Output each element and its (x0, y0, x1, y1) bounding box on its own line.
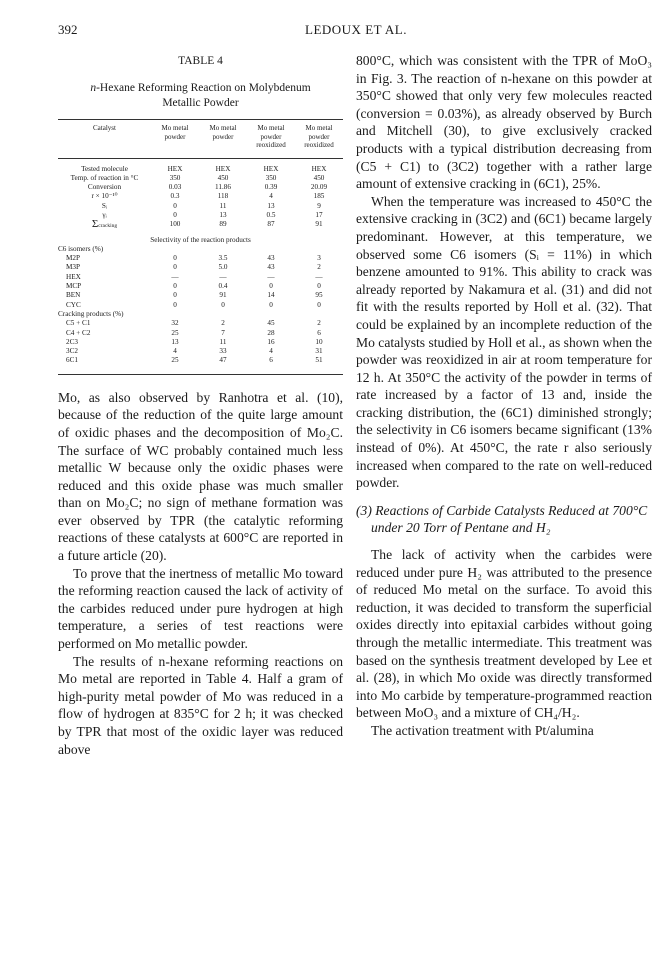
table-cell: 450 (217, 173, 229, 182)
table-cell: 118 (217, 192, 229, 201)
left-paragraph-1: Mo, as also observed by Ranhotra et al. (10), because of the reduction of the quite large amount of oxidic phases and the decomposition of Mo₂C. The surface of WC probably contained much less metallic W because only the oxidic phases were reduced and this oxide phase was much smaller than on Mo₂C; no sign of methane formation was ever observed by TPR (the catalytic reforming reactions of these catalysts at 600°C are reported in a future article (20). (58, 389, 343, 564)
table-cell: 91 (315, 220, 323, 229)
table-cell: 9 (317, 201, 321, 210)
table-cell: 6 (269, 356, 273, 365)
table-cell: 51 (315, 356, 323, 365)
left-column (58, 54, 343, 758)
table-cell: 350 (265, 173, 277, 182)
isomers-group-label: C6 isomers (%) (58, 244, 104, 253)
row-label: CYC (66, 300, 81, 309)
table-cell: 91 (219, 291, 227, 300)
table-cell: 185 (313, 192, 325, 201)
left-paragraph-3: The results of n-hexane reforming reactions on Mo metal are reported in Table 4. Half a gram of high-purity metal powder of Mo was reduced in a flow of hydrogen at 835°C for 2 h; it was checked by TPR that most of the oxidic layer was reduced above (58, 653, 343, 757)
table-cell: 13 (219, 210, 227, 219)
row-label: HEX (66, 272, 81, 281)
row-label: M3P (66, 263, 80, 272)
table-row (58, 211, 343, 220)
table-cell: 0 (221, 300, 225, 309)
row-label: C4 + C2 (66, 328, 91, 337)
column-header: Mo metal powder reoxidized (256, 124, 286, 149)
left-paragraph-2: To prove that the inertness of metallic Mo toward the reforming reaction caused the lack of activity of the carbides reduced under pure hydrogen at high temperature, a series of test reactions were performed on Mo metallic powder. (58, 565, 343, 652)
table-cell: HEX (311, 164, 327, 173)
table-cell: 0 (173, 263, 177, 272)
table-row (58, 202, 343, 211)
table-row (58, 282, 343, 291)
table-row (58, 165, 343, 174)
table-cell: — (219, 272, 227, 281)
table-cell: 4 (269, 192, 273, 201)
table-cell: 0 (173, 291, 177, 300)
table-cell: 33 (219, 347, 227, 356)
table-cell: 0.3 (170, 192, 180, 201)
table-label: TABLE 4 (178, 55, 223, 67)
table-cell: 2 (317, 263, 321, 272)
table-cell: 89 (219, 220, 227, 229)
table-cell: 0 (173, 210, 177, 219)
table-cell: 0 (317, 300, 321, 309)
table-row (58, 254, 343, 263)
table-cell: 0.39 (264, 183, 278, 192)
table-cell: 2 (221, 319, 225, 328)
table-cell: 17 (315, 210, 323, 219)
table-cell: 2 (317, 319, 321, 328)
table-cell: — (315, 272, 323, 281)
table-row (58, 319, 343, 328)
table-cell: 10 (315, 337, 323, 346)
table-row (58, 174, 343, 183)
table-cell: 20.09 (310, 183, 328, 192)
table-row (58, 273, 343, 282)
row-label: 3C2 (66, 347, 78, 356)
table-row (58, 347, 343, 356)
table-cell: — (267, 272, 275, 281)
table-cell: 14 (267, 291, 275, 300)
table-cell: 0 (173, 254, 177, 263)
catalyst-label: Catalyst (93, 124, 116, 132)
table-column-headers (58, 120, 343, 150)
table-row (58, 356, 343, 365)
column-header: Mo metal powder (161, 124, 189, 141)
cracking-group-label: Cracking products (%) (58, 309, 124, 318)
table-title-line2: Metallic Powder (162, 97, 239, 109)
row-label: γᵢ (102, 210, 107, 219)
row-label: BEN (66, 291, 81, 300)
table-cell: HEX (167, 164, 183, 173)
table-row (58, 329, 343, 338)
table-row (58, 301, 343, 310)
table-title (58, 81, 343, 96)
table-cell: 450 (313, 173, 325, 182)
table-cell: 32 (171, 319, 179, 328)
table-cell: HEX (215, 164, 231, 173)
table-cell: 25 (171, 356, 179, 365)
table-title-italic: n (90, 82, 97, 94)
table-cell: 0 (173, 300, 177, 309)
column-header: Mo metal powder reoxidized (304, 124, 334, 149)
column-header: Mo metal powder (209, 124, 237, 141)
table-cell: 100 (169, 220, 181, 229)
table-cell: 11.86 (215, 183, 231, 192)
table-cell: 13 (267, 201, 275, 210)
row-label: 2C3 (66, 337, 78, 346)
table-cell: 7 (221, 328, 225, 337)
section-heading: (3) Reactions of Carbide Catalysts Reduced at 700°C under 20 Torr of Pentane and H₂ (356, 502, 648, 536)
row-label: MCP (66, 282, 82, 291)
table-row (58, 263, 343, 272)
table-caption (58, 54, 343, 111)
table-cell: 28 (267, 328, 275, 337)
table-cell: 6 (317, 328, 321, 337)
table-cell: 0 (269, 300, 273, 309)
running-head: LEDOUX ET AL. (305, 22, 407, 37)
table-cell: 43 (267, 263, 275, 272)
table-cell: 11 (219, 337, 227, 346)
table-cell: 3.5 (218, 254, 228, 263)
table-cell: 43 (267, 254, 275, 263)
row-label: Conversion (87, 183, 122, 192)
table-cell: 0.4 (218, 282, 228, 291)
table-title-line1: -Hexane Reforming Reaction on Molybdenum (96, 82, 311, 94)
table-cell: 4 (173, 347, 177, 356)
table-cell: 47 (219, 356, 227, 365)
row-label: 6C1 (66, 356, 78, 365)
table-row (58, 192, 343, 201)
sigma-cracking-row (58, 220, 343, 231)
table-row (58, 338, 343, 347)
table-cell: 31 (315, 347, 323, 356)
table-row (58, 291, 343, 300)
page-number: 392 (58, 22, 78, 37)
table-cell: 350 (169, 173, 181, 182)
right-paragraph-4: The activation treatment with Pt/alumina (371, 722, 594, 738)
row-label: C5 + C1 (66, 319, 91, 328)
table-cell: 0 (173, 282, 177, 291)
selectivity-title-row (58, 236, 343, 245)
table-cell: 0.5 (266, 210, 276, 219)
table-cell: 3 (317, 254, 321, 263)
table-cell: HEX (263, 164, 279, 173)
row-label: r × 10⁻¹⁰ (91, 192, 118, 201)
table-cell: 0 (269, 282, 273, 291)
table-row (58, 183, 343, 192)
table-cell: 16 (267, 337, 275, 346)
table-cell: 87 (267, 220, 275, 229)
table-cell: 5.0 (218, 263, 228, 272)
right-paragraph-2: When the temperature was increased to 450°C the extensive cracking in (3C2) and (6C1) became largely predominant. However, at this temperature, we observed some C6 isomers (Sᵢ = 11%) in which benzene amounted to 91%. This ability to crack was already reported by Nakamura et al. (31) and did not fit with the results reported by Holl et al. (32). That could be explained by an incomplete reduction of the Mo catalysts studied by Holl et al., as shown when the powder was reoxidized in air at room temperature for 12 h. At 350°C the activity of the powder in terms of rate increased by a factor of 13 and, inside the cracking distribution, the (6C1) diminished strongly; the selectivity in C6 isomers became significant (13% instead of 0%). At 450°C, the rate r also seriously increased when compared to the rate on well-reduced powder. (356, 193, 652, 491)
table-cell: 0.03 (168, 183, 182, 192)
table-cell: 13 (171, 337, 179, 346)
table-cell: 45 (267, 319, 275, 328)
table-cell: 0 (317, 282, 321, 291)
row-label: M2P (66, 254, 80, 263)
right-paragraph-3: The lack of activity when the carbides were reduced under pure H₂ was attributed to the presence of reduced Mo metal on the surface. To avoid this reduction, it was decided to transform the superficial oxides directly into epitaxial carbides without going through the metallic intermediate. This treatment was based on the synthesis treatment developed by Lee et al. (28), in which Mo oxide was directly transformed into Mo carbide by temperature-programmed reaction between MoO₃ and a mixture of CH₄/H₂. (356, 547, 652, 721)
right-column (356, 52, 652, 740)
page-header (58, 22, 654, 38)
table-cell: 95 (315, 291, 323, 300)
table-cell: — (171, 272, 179, 281)
row-label: Sᵢ (101, 201, 108, 210)
row-label: Tested molecule (81, 164, 128, 173)
table-cell: 11 (219, 201, 227, 210)
right-paragraph-1: 800°C, which was consistent with the TPR of MoO₃ in Fig. 3. The reaction of n-hexane on this powder at 350°C showed that only very few molecules reacted (conversion = 0.03%), as already observed by Burch and Mitchell (30), to give exclusively cracked products with a typical distribution decreasing from (C5 + C1) to (3C2) together with a rather large amount of extensive cracking in (6C1), 25%. (356, 53, 652, 192)
table-cell: 25 (171, 328, 179, 337)
table-cell: 0 (173, 201, 177, 210)
selectivity-title: Selectivity of the reaction products (150, 235, 251, 244)
sigma-label: Σcracking (91, 220, 118, 231)
row-label: Temp. of reaction in °C (70, 173, 139, 182)
table-cell: 4 (269, 347, 273, 356)
data-table (58, 120, 343, 366)
